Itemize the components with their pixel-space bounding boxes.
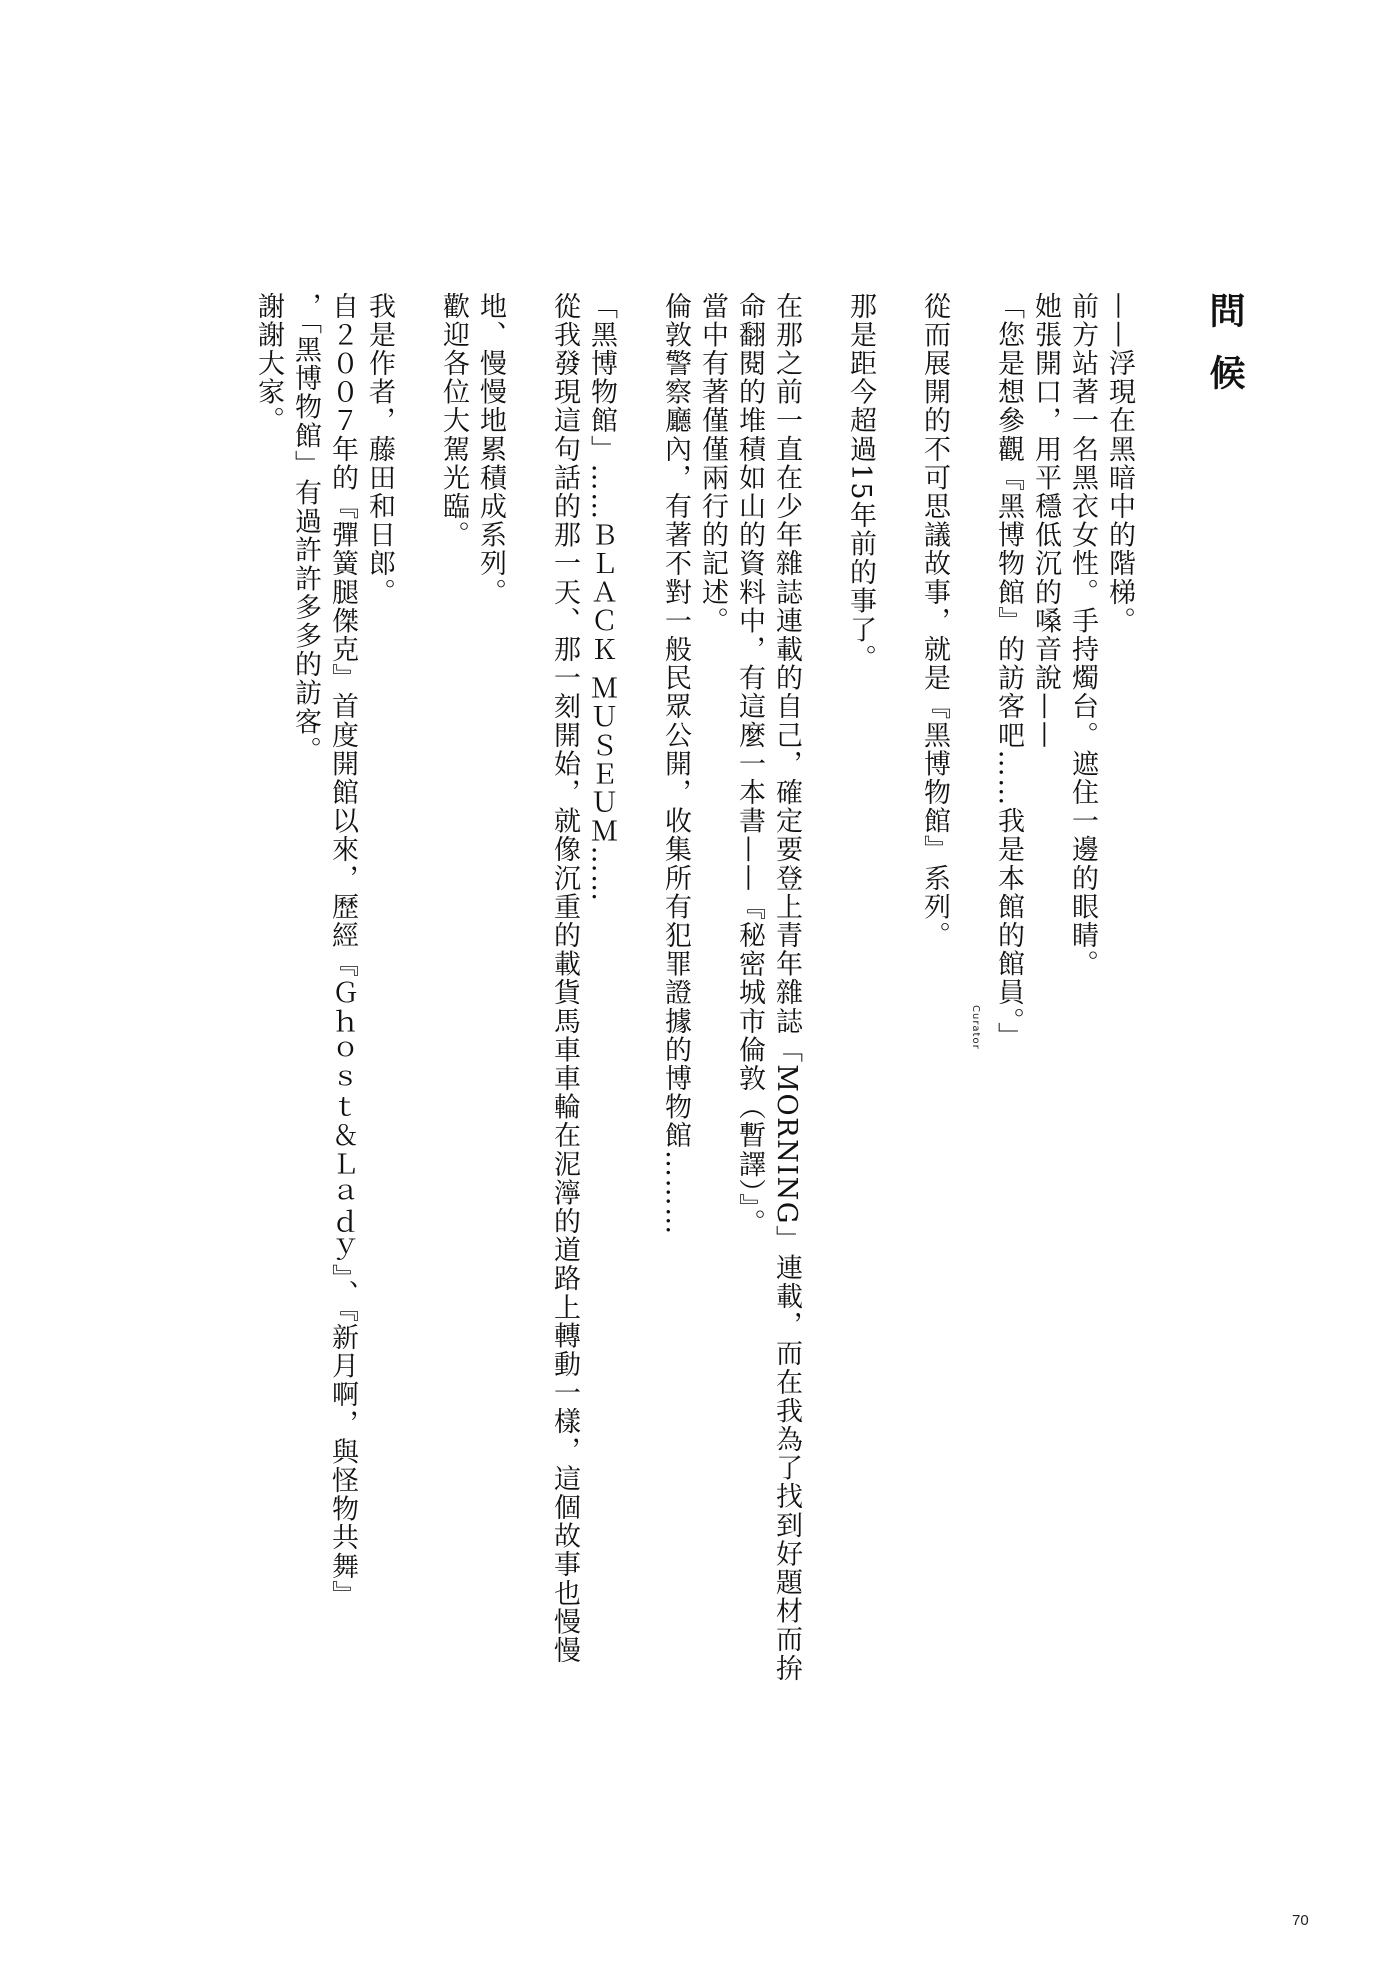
paragraph-line: 命翻閱的堆積如山的資料中，有這麼一本書——『秘密城市倫敦（暫譯）』。	[734, 292, 765, 1238]
paragraph-line: 在那之前一直在少年雜誌連載的自己，確定要登上青年雜誌「MORNING」連載，而在我為了找到好題材而拚	[771, 292, 802, 1683]
paragraph-line: 從我發現這句話的那一天、那一刻開始，就像沉重的載貨馬車車輪在泥濘的道路上轉動一樣，這個故事也慢慢	[549, 292, 580, 1665]
paragraph-line: 當中有著僅僅兩行的記述。	[697, 292, 728, 636]
paragraph-line: 自２００７年的『彈簧腿傑克』首度開館以來，歷經『Ｇｈｏｓｔ＆Ｌａｄｙ』、『新月啊，與怪物共舞』	[327, 292, 358, 1610]
paragraph-line: 從而展開的不可思議故事，就是『黑博物館』系列。	[919, 292, 950, 950]
paragraph-line: 那是距今超過15年前的事了。	[845, 292, 876, 673]
paragraph-line: ——浮現在黑暗中的階梯。	[1104, 292, 1135, 636]
body-text	[250, 292, 1138, 1712]
page-title: 問候	[1204, 292, 1245, 416]
paragraph-line: 謝謝大家。	[253, 292, 284, 435]
paragraph-line: 前方站著一名黑衣女性。手持燭台。遮住一邊的眼睛。	[1067, 292, 1098, 979]
ruby-annotation-curator: Curator	[970, 1005, 981, 1050]
paragraph-line: 歡迎各位大駕光臨。	[438, 292, 469, 550]
paragraph-line: 「您是想參觀『黑博物館』的訪客吧……我是本館的館員。」	[993, 292, 1024, 1051]
paragraph-line: 我是作者，藤田和日郎。	[364, 292, 395, 607]
paragraph-line: 地、慢慢地累積成系列。	[475, 292, 506, 607]
paragraph-line: ，「黑博物館」有過許許多多的訪客。	[290, 292, 321, 765]
paragraph-line: 「黑博物館」……ＢＬＡＣＫ ＭＵＳＥＵＭ……	[586, 292, 617, 903]
paragraph-line: 倫敦警察廳內，有著不對一般民眾公開，收集所有犯罪證據的博物館………	[660, 292, 691, 1236]
page-number: 70	[1292, 1912, 1309, 1929]
paragraph-line: 她張開口，用平穩低沉的嗓音說——	[1030, 292, 1061, 750]
